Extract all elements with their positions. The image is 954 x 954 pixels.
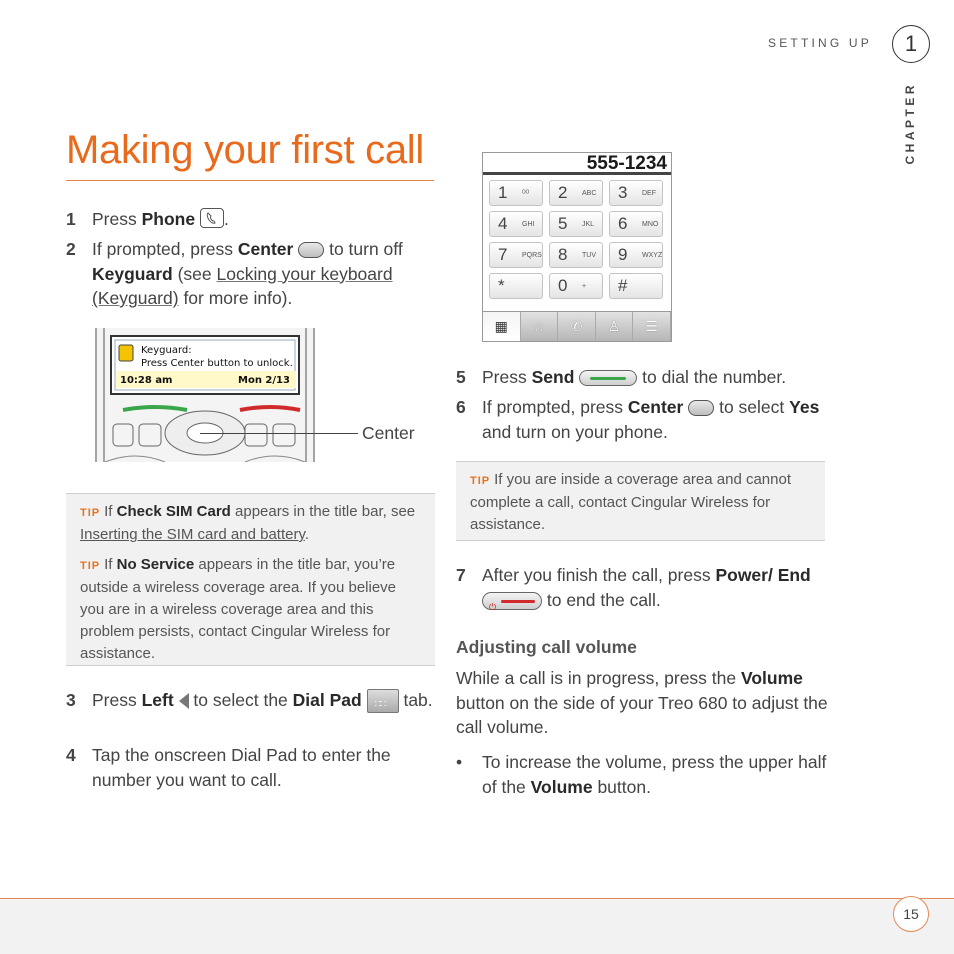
sim-card-link[interactable]: Inserting the SIM card and battery (80, 526, 305, 543)
keyguard-line-1: Keyguard: (141, 345, 192, 356)
dial-pad-screenshot (482, 152, 672, 342)
dial-key[interactable] (489, 211, 543, 237)
dial-key-digit: # (618, 276, 628, 295)
step-4: 4 Tap the onscreen Dial Pad to enter the number you want to call. (66, 745, 391, 790)
dial-key[interactable] (609, 242, 663, 268)
step-number: 6 (456, 397, 466, 417)
dial-key-digit: * (498, 276, 505, 295)
step-7: 7 After you finish the call, press Power/ End ⏻ to end the call. (456, 565, 811, 612)
dial-key-letters: MNO (642, 221, 659, 228)
dial-key-digit: 4 (498, 214, 508, 233)
phone-key-label: Phone (141, 209, 196, 229)
step-6: 6 If prompted, press Center to select Yes and turn on your phone. (456, 397, 820, 442)
step-number: 3 (66, 690, 76, 710)
call-log-tab-icon[interactable]: ✆ (558, 312, 596, 341)
callout-line (200, 433, 358, 434)
dial-key-digit: 9 (618, 245, 628, 264)
dial-key-letters: TUV (582, 252, 596, 259)
center-button-icon (298, 242, 324, 258)
bullet-item: To increase the volume, press the upper half of the Volume button. (482, 752, 827, 797)
tip-check-sim: TIP If Check SIM Card appears in the title bar, see Inserting the SIM card and battery. (80, 503, 416, 543)
list-tab-icon[interactable]: ☰ (633, 312, 671, 341)
dial-key-digit: 1 (498, 183, 508, 202)
dial-key-letters: + (582, 283, 587, 290)
center-button-icon (688, 400, 714, 416)
dial-key-digit: 3 (618, 183, 628, 202)
dial-pad-tab-icon (367, 689, 399, 713)
page-title: Making your first call (66, 128, 424, 172)
step-number: 5 (456, 367, 466, 387)
section-subhead: Adjusting call volume (456, 637, 637, 657)
step-5: 5 Press Send to dial the number. (456, 365, 836, 390)
dial-key-letters: JKL (582, 221, 595, 228)
dial-key[interactable] (549, 242, 603, 268)
step-2: 2 If prompted, press Center to turn off Keyguard (see Locking your keyboard (Keyguard) for more info). (66, 239, 403, 308)
step-number: 1 (66, 209, 76, 229)
step-number: 7 (456, 565, 466, 585)
keyguard-line-2: Press Center button to unlock. (141, 358, 293, 369)
dial-key-digit: 0 (558, 276, 568, 295)
contacts-tab-icon[interactable]: ♙ (596, 312, 634, 341)
dial-key[interactable] (489, 242, 543, 268)
dial-key[interactable] (609, 273, 663, 299)
keyguard-link[interactable]: Locking your keyboard (Keyguard) (92, 263, 393, 308)
favorites-tab-icon[interactable]: ☆ (521, 312, 559, 341)
step-number: 2 (66, 239, 76, 259)
dial-key-digit: 2 (558, 183, 568, 202)
keyguard-phone-screenshot (95, 328, 315, 462)
step-1: 1 Press Phone . (66, 207, 426, 232)
dial-key-digit: 5 (558, 214, 568, 233)
title-divider (66, 180, 434, 181)
dial-key-digit: 7 (498, 245, 508, 264)
dial-key[interactable] (489, 273, 543, 299)
dial-key[interactable] (609, 180, 663, 206)
dial-key-letters: GHI (522, 221, 535, 228)
dial-key-digit: 6 (618, 214, 628, 233)
step-3: 3 Press Left to select the Dial Pad ∷∷ tab. (66, 688, 434, 713)
power-end-button-icon: ⏻ (482, 592, 542, 610)
send-button-icon (579, 370, 637, 386)
dial-key[interactable] (549, 180, 603, 206)
step-number: 4 (66, 745, 76, 765)
phone-key-icon (200, 208, 224, 228)
page-footer (0, 898, 954, 954)
dial-key-letters: PQRS (522, 252, 542, 259)
dial-key-letters: ABC (582, 190, 597, 197)
dial-key-letters: ᴼᴼ (522, 190, 530, 197)
page-number: 15 (893, 896, 929, 932)
dial-pad-tabs (483, 311, 671, 341)
dial-key-digit: 8 (558, 245, 568, 264)
dial-pad-keys (489, 180, 667, 299)
dial-key[interactable] (549, 211, 603, 237)
phone-time: 10:28 am (120, 375, 173, 386)
phone-date: Mon 2/13 (238, 375, 290, 386)
tip-box-left (66, 493, 435, 666)
dial-key[interactable] (549, 273, 603, 299)
chapter-label: CHAPTER (903, 82, 917, 165)
left-arrow-icon (179, 693, 189, 709)
chapter-number-badge: 1 (892, 25, 930, 63)
dial-key-letters: WXYZ (642, 252, 663, 259)
dial-key-letters: DEF (642, 190, 656, 197)
volume-paragraph: While a call is in progress, press the Volume button on the side of your Treo 680 to adjust the call volume. (456, 668, 828, 737)
dialed-number: 555-1234 (483, 153, 671, 175)
tip-no-service: TIP If No Service appears in the title bar, you’re outside a wireless coverage area. If you believe you are in a wireless coverage area and this problem persists, contact Cingular Wireless for assistance. (80, 556, 397, 662)
bullet-icon: • (456, 752, 463, 772)
dialpad-tab-icon[interactable]: ▦ (483, 312, 521, 341)
tip-coverage: TIP If you are inside a coverage area and cannot complete a call, contact Cingular Wireless for assistance. (470, 471, 791, 533)
dial-key[interactable] (609, 211, 663, 237)
dial-key[interactable] (489, 180, 543, 206)
tip-box-right (456, 461, 825, 541)
center-callout-label: Center (362, 423, 415, 443)
section-label: SETTING UP (768, 36, 873, 50)
